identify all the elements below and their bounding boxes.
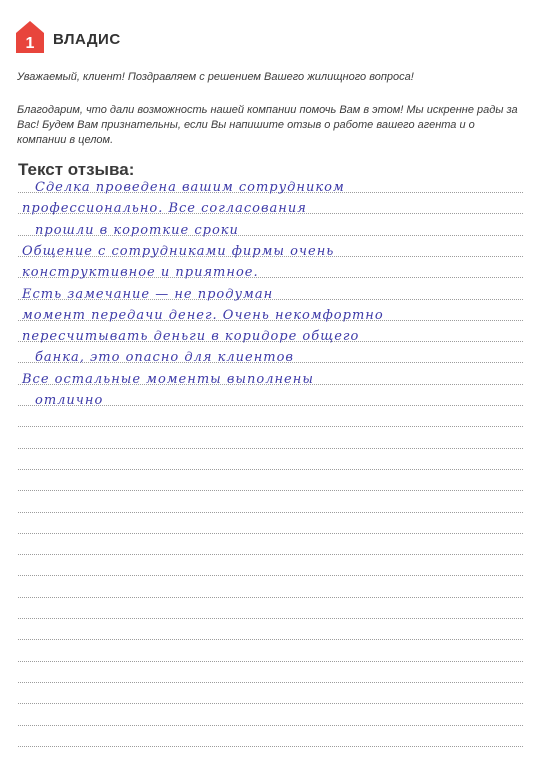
ruled-line (18, 469, 523, 470)
handwritten-line: Сделка проведена вашим сотрудником (35, 180, 345, 195)
ruled-line (18, 746, 523, 747)
ruled-line (18, 725, 523, 726)
intro-greeting: Уважаемый, клиент! Поздравляем с решением Вашего жилищного вопроса! (17, 71, 414, 83)
ruled-line (18, 213, 523, 214)
header (15, 20, 121, 54)
handwritten-line: профессионально. Все согласования (22, 201, 307, 217)
ruled-line (18, 448, 523, 449)
ruled-line (18, 362, 523, 363)
brand-name: ВЛАДИС (53, 30, 121, 48)
handwritten-line: пересчитывать деньги в коридоре общего (22, 329, 360, 345)
handwritten-line: Общение с сотрудниками фирмы очень (22, 243, 335, 259)
review-title: Текст отзыва: (18, 160, 135, 179)
ruled-line (18, 192, 523, 193)
ruled-line (18, 277, 523, 278)
ruled-line (18, 341, 523, 342)
ruled-line (18, 405, 523, 406)
svg-text:1: 1 (25, 35, 35, 52)
ruled-line (18, 618, 523, 619)
ruled-line (18, 299, 523, 300)
handwritten-line: отлично (35, 393, 104, 408)
intro-thanks: Благодарим, что дали возможность нашей компании помочь Вам в этом! Мы искренне рады за Вас! Будем Вам признательны, если Вы напишите отзыв о работе вашего агента и о компании в целом. (17, 104, 518, 146)
handwritten-line: Все остальные моменты выполнены (22, 371, 314, 387)
ruled-line (18, 661, 523, 662)
ruled-line (18, 575, 523, 576)
handwritten-line: момент передачи денег. Очень некомфортно (22, 307, 384, 323)
ruled-line (18, 639, 523, 640)
ruled-line (18, 426, 523, 427)
ruled-line (18, 256, 523, 257)
handwritten-line: прошли в короткие сроки (35, 222, 239, 238)
handwritten-line: Есть замечание — не продуман (22, 286, 274, 302)
handwritten-line: конструктивное и приятное. (22, 265, 259, 281)
ruled-line (18, 533, 523, 534)
ruled-line (18, 490, 523, 491)
ruled-line (18, 512, 523, 513)
ruled-line (18, 554, 523, 555)
ruled-line (18, 597, 523, 598)
house-logo-icon (15, 20, 45, 54)
ruled-line (18, 703, 523, 704)
ruled-line (18, 682, 523, 683)
ruled-line (18, 235, 523, 236)
ruled-line (18, 384, 523, 385)
ruled-line (18, 320, 523, 321)
ruled-lines (18, 170, 523, 770)
handwritten-line: банка, это опасно для клиентов (35, 350, 294, 366)
